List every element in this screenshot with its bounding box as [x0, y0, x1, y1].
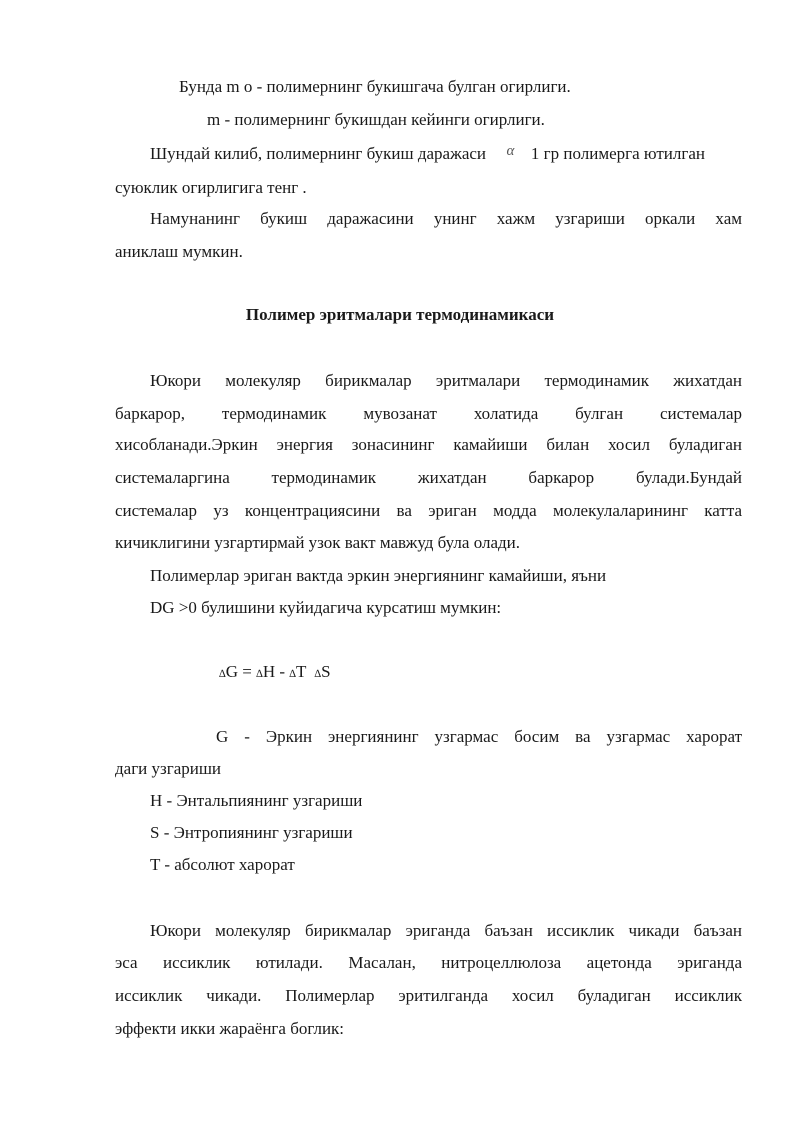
text-line: хисобланади.Эркин энергия зонасининг камайиши билан хосил буладиган — [115, 435, 742, 454]
text-line: Юкори молекуляр бирикмалар эриганда баъзан иссиклик чикади баъзан — [150, 921, 742, 940]
text-line: суюклик огирлигига тенг . — [115, 178, 307, 197]
text-line: эса иссиклик ютилади. Масалан, нитроцеллюлоза ацетонда эриганда — [115, 953, 742, 972]
alpha-symbol: α — [506, 143, 515, 159]
text-line: S - Энтропиянинг узгариши — [150, 823, 353, 842]
formula-part: G = — [225, 662, 257, 681]
text-line: эффекти икки жараёнга боглик: — [115, 1019, 345, 1038]
formula-part: H - — [262, 662, 290, 681]
delta-symbol: ∆ — [314, 668, 322, 680]
text-line: даги узгариши — [115, 759, 222, 778]
text-line: m - полимернинг букишдан кейинги огирлиги. — [207, 110, 545, 129]
text-segment: Шундай килиб, полимернинг букиш даражаси — [150, 144, 487, 163]
text-line: DG >0 булишини куйидагича курсатиш мумкин: — [150, 598, 502, 617]
text-line: Юкори молекуляр бирикмалар эритмалари термодинамик жихатдан — [150, 371, 742, 390]
formula-part: T — [296, 662, 311, 681]
delta-symbol: ∆ — [219, 668, 226, 680]
text-line: системалар уз концентрациясини ва эриган модда молекулаларининг катта — [115, 501, 742, 520]
delta-symbol: ∆ — [256, 668, 263, 680]
text-line: иссиклик чикади. Полимерлар эритилганда хосил буладиган иссиклик — [115, 986, 742, 1005]
text-line — [150, 144, 705, 165]
text-line: Полимерлар эриган вактда эркин энергиянинг камайиши, яъни — [150, 566, 607, 585]
delta-symbol: ∆ — [289, 668, 297, 680]
section-heading: Полимер эритмалари термодинамикаси — [245, 305, 555, 324]
text-line: T - абсолют харорат — [150, 855, 295, 874]
text-line: аниклаш мумкин. — [115, 242, 243, 261]
text-segment: 1 гр полимерга ютилган — [530, 144, 706, 163]
formula — [219, 662, 331, 684]
text-line: G - Эркин энергиянинг узгармас босим ва узгармас харорат — [216, 727, 742, 746]
text-line: системаларгина термодинамик жихатдан баркарор булади.Бундай — [115, 468, 742, 487]
formula-part: S — [321, 662, 331, 681]
text-line: кичиклигини узгартирмай узок вакт мавжуд була олади. — [115, 533, 520, 552]
text-line: Бунда m o - полимернинг букишгача булган огирлиги. — [179, 77, 571, 96]
text-line: H - Энтальпиянинг узгариши — [150, 791, 363, 810]
text-line: Намунанинг букиш даражасини унинг хажм узгариши оркали хам — [150, 209, 742, 228]
text-line: баркарор, термодинамик мувозанат холатида булган системалар — [115, 404, 742, 423]
